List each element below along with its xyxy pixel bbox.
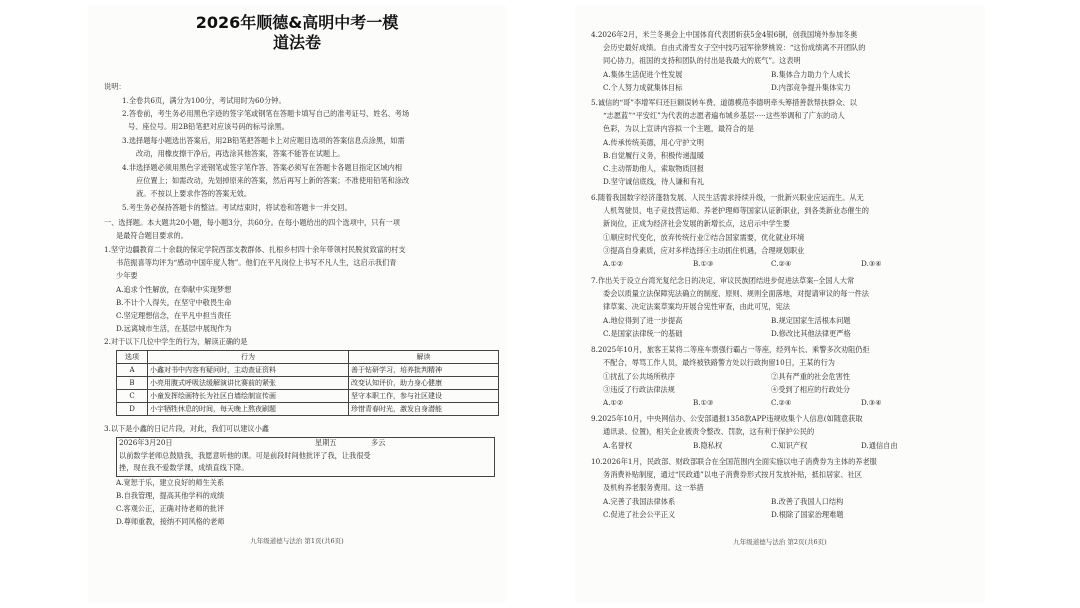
- question-4-option-d: D.内部竞争提升集体实力: [771, 83, 851, 92]
- question-6-statements: ③提高自身素质，应对多样选择④主动抓住机遇，合理规划职业: [603, 246, 805, 255]
- question-5-stem: “志愿蓝”“平安红”为代表的志愿者遍布城乡基层·····这些举调和了广东的动人: [603, 111, 845, 120]
- question-5-stem: 色彩，为以上宣讲内容拟一个主题，最符合的是: [603, 124, 754, 133]
- question-5-stem: 5.诚信的“哥”李增军归还巨额误转车费、道德模范李德明牵头筹措善款帮扶群众、以: [591, 98, 857, 107]
- question-2-stem: 2.对于以下几位中学生的行为，解读正确的是: [104, 337, 248, 346]
- question-7-stem: 7.作出关于设立台湾光复纪念日的决定、审议民族团结进步促进法草案-·全国人大常: [591, 276, 855, 285]
- question-9-option-d: D.通信自由: [861, 441, 898, 450]
- question-9-option-b: B.隐私权: [693, 441, 723, 450]
- question-3-stem: 3.以下是小鑫的日记片段，对此，我们可以建议小鑫: [104, 424, 269, 433]
- question-8-stem: 不配合，辱骂工作人员，最终被铁路警方处以行政拘留10日，王某的行为: [603, 358, 835, 367]
- question-7-stem: 委会以质量立法保障宪法确立的制度、原则、规则全面落地，对提请审议的每一件法: [603, 289, 869, 298]
- question-10-option-b: B.改善了我国人口结构: [771, 497, 844, 506]
- table-cell: C: [117, 390, 148, 403]
- instruction-line: 4.非选择题必须用黑色字迹钢笔或签字笔作答、答案必须写在答题卡各题目指定区域内相: [122, 163, 402, 172]
- question-7-option-b: B.规定国家生活根本问题: [771, 316, 851, 325]
- question-8-statement: ②具有严重的社会危害性: [771, 372, 851, 381]
- exam-page-2: [575, 6, 985, 602]
- question-10-stem: 务消费补贴制度，通过“民政通”以电子消费券形式按月发放补贴，抵扣居家、社区: [603, 470, 862, 479]
- instruction-line: 3.选择题每小题选出答案后，用2B铅笔把答题卡上对应题目选项的答案信息点涂黑，如需: [122, 136, 405, 145]
- question-1-option-b: B.不计个人得失，在坚守中敬畏生命: [116, 298, 232, 307]
- table-header: 解读: [349, 351, 499, 364]
- instruction-line: 号、座位号。用2B铅笔把对应该号码的标号涂黑。: [128, 122, 289, 131]
- question-10-stem: 10.2026年1月，民政部、财政部联合在全国范围内全面实施以电子消费券为主体的养老服: [591, 457, 877, 466]
- page-footer: 九年级道德与法治 第1页(共6页): [250, 537, 344, 545]
- question-4-option-a: A.集体生活促进个性发展: [603, 70, 683, 79]
- question-7-option-c: C.是国家法律统一的基础: [603, 329, 683, 338]
- question-4-stem: 同心协力，祖国的支持和团队的付出是我最大的底气”。这表明: [603, 56, 801, 65]
- question-8-option-d: D.③④: [861, 398, 882, 407]
- question-1-stem: 书范振喜等均评为“感动中国年度人物”。他们在平凡岗位上书写不凡人生，这启示我们青: [116, 258, 397, 267]
- question-4-stem: 会历史最好成绩。自由式滑雪女子空中技巧冠军徐梦桃说：“这份成绩离不开团队的: [603, 43, 866, 52]
- table-header: 选项: [117, 351, 148, 364]
- instruction-line: 5.考生务必保持答题卡的整洁。考试结束时，将试卷和答题卡一并交回。: [122, 203, 352, 212]
- question-9-stem: 通讯录、位置)，相关企业被责令整改、罚款，这有利于保护公民的: [603, 427, 815, 436]
- table-row: [117, 403, 499, 416]
- question-8-option-c: C.②④: [771, 398, 792, 407]
- question-3-option-a: A.宽恕于乐，建立良好的师生关系: [116, 478, 225, 487]
- exam-page-1: [88, 6, 506, 602]
- question-8-statement: ①扰乱了公共场所秩序: [603, 372, 675, 381]
- question-10-option-c: C.促进了社会公平正义: [603, 510, 676, 519]
- table-cell: 小宇牺牲休息的时间，每天晚上熬夜刷题: [148, 403, 349, 416]
- question-3-option-c: C.客观公正，正确对待老师的批评: [116, 504, 225, 513]
- instruction-line: 2.答卷前，考生务必用黑色字迹的签字笔或钢笔在答题卡填写自己的准考证号、姓名、考场: [122, 109, 410, 118]
- question-2-table: [116, 350, 499, 416]
- table-cell: 珍惜青春时光，激发自身潜能: [349, 403, 499, 416]
- question-9-stem: 9.2025年10月，中央网信办、公安部通报1358款APP违规收集个人信息(如随意获取: [591, 414, 863, 423]
- diary-text: 以前数学老师总鼓励我，我愿意听他的课。可是前段时间他批评了我，让我很受: [119, 451, 371, 460]
- question-8-option-a: A.①②: [603, 398, 624, 407]
- question-7-option-d: D.修改比其他法律更严格: [771, 329, 851, 338]
- question-6-option-c: C.②④: [771, 259, 792, 268]
- diary-weekday: 星期五: [315, 438, 337, 447]
- table-cell: 善于钻研学习，培养批判精神: [349, 364, 499, 377]
- question-3-option-b: B.自我管理，提高其他学科的成绩: [116, 491, 225, 500]
- question-9-option-c: C.知识产权: [771, 441, 808, 450]
- question-7-option-a: A.地位得到了进一步提高: [603, 316, 683, 325]
- question-9-option-a: A.名誉权: [603, 441, 633, 450]
- diary-weather: 多云: [371, 438, 386, 447]
- diary-date: 2026年3月20日: [119, 438, 173, 447]
- table-row: [117, 377, 499, 390]
- diary-box: [116, 437, 495, 477]
- instruction-line: 应位置上；如需改动，先划掉原来的答案，然后再写上新的答案；不准使用铅笔和涂改: [136, 176, 410, 185]
- question-4-option-b: B.集体合力助力个人成长: [771, 70, 851, 79]
- section-heading: 一、选择题。本大题共20小题，每小题3分，共60分。在每小题给出的四个选项中，只有一项: [104, 218, 400, 227]
- page-footer: 九年级道德与法治 第2页(共6页): [733, 538, 827, 546]
- table-row: [117, 364, 499, 377]
- question-10-option-d: D.根除了国家治理难题: [771, 510, 844, 519]
- table-cell: 改变认知评价，助力身心健康: [349, 377, 499, 390]
- instructions-heading: 说明：: [104, 82, 126, 91]
- exam-title: 2026年顺德&高明中考一模: [195, 13, 399, 32]
- question-6-option-d: D.③④: [861, 259, 882, 268]
- question-3-option-d: D.尊师重教，接纳不同风格的老师: [116, 517, 225, 526]
- question-5-option-d: D.坚守诚信底线，待人谦和有礼: [603, 177, 705, 186]
- question-1-option-d: D.远离城市生活，在基层中展现作为: [116, 324, 232, 333]
- diary-text: 挫，现在我不爱数学课，成绩直线下降。: [119, 463, 249, 472]
- table-cell: 坚守本职工作，参与社区建设: [349, 390, 499, 403]
- question-5-option-c: C.主动帮助他人，索取物质回报: [603, 164, 704, 173]
- instruction-line: 1.全卷共6页，满分为100分，考试用时为60分钟。: [122, 96, 286, 105]
- question-8-stem: 8.2025年10月，旅客王某将二等座车票强行霸占一等座，经列车长、乘警多次劝阻仍拒: [591, 345, 870, 354]
- question-6-stem: 6.随着我国数字经济蓬勃发展、人民生活需求持续升级，一批新兴职业应运而生。从无: [591, 193, 864, 202]
- question-1-option-c: C.坚定理想信念，在平凡中担当责任: [116, 311, 232, 320]
- table-cell: A: [117, 364, 148, 377]
- question-6-stem: 人机驾驶员、电子竞技营运师、养老护理师等国家认证新职业，到各类新业态催生的: [603, 206, 869, 215]
- question-8-statement: ④受到了相应的行政处分: [771, 385, 851, 394]
- question-5-option-a: A.传承传统美德，用心守护文明: [603, 138, 704, 147]
- question-6-option-a: A.①②: [603, 259, 624, 268]
- question-4-option-c: C.个人努力成就集体目标: [603, 83, 683, 92]
- question-10-option-a: A.完善了我国法律体系: [603, 497, 676, 506]
- table-header: 行为: [148, 351, 349, 364]
- question-6-statements: ①顺应时代变化，放弃传统行业②结合国家需要，优化就业环境: [603, 233, 805, 242]
- table-cell: 小鑫对书中内容有疑问时，主动查证资料: [148, 364, 349, 377]
- question-1-option-a: A.追求个性解放，在奉献中实现梦想: [116, 285, 232, 294]
- table-cell: 小童发挥绘画特长为社区白墙绘制宣传画: [148, 390, 349, 403]
- exam-subtitle: 道法卷: [272, 33, 321, 52]
- question-5-option-b: B.自觉履行义务，积极传递温暖: [603, 151, 705, 160]
- table-header-row: [117, 351, 499, 364]
- table-row: [117, 390, 499, 403]
- table-cell: B: [117, 377, 148, 390]
- question-4-stem: 4.2026年2月，米兰冬奥会上中国体育代表团斩获5金4银6铜，创我国境外参加冬奥: [591, 30, 858, 39]
- section-heading: 是最符合题目要求的。: [116, 231, 188, 240]
- question-8-option-b: B.①③: [693, 398, 714, 407]
- question-6-stem: 新岗位，正成为经济社会发展的新增长点，这启示中学生要: [603, 219, 790, 228]
- instruction-line: 液。不按以上要求作答的答案无效。: [136, 189, 252, 198]
- question-8-statement: ③违反了行政法律法规: [603, 385, 675, 394]
- question-6-option-b: B.①③: [693, 259, 714, 268]
- instruction-line: 改动，用橡皮擦干净后，再选涂其他答案，答案不能答在试题上。: [136, 149, 345, 158]
- table-cell: 小亮用腹式呼吸法缓解演讲比赛前的紧张: [148, 377, 349, 390]
- question-1-stem: 1.坚守边疆教育二十余载的保定学院西部支教群体、扎根乡村四十余年带领村民脱贫致富的村支: [104, 245, 406, 254]
- question-7-stem: 律草案、决定法案草案均开展合宪性审查，由此可见，宪法: [603, 302, 790, 311]
- question-10-stem: 及机构养老服务费用。这一举措: [603, 483, 704, 492]
- table-cell: D: [117, 403, 148, 416]
- question-1-stem: 少年要: [116, 271, 138, 280]
